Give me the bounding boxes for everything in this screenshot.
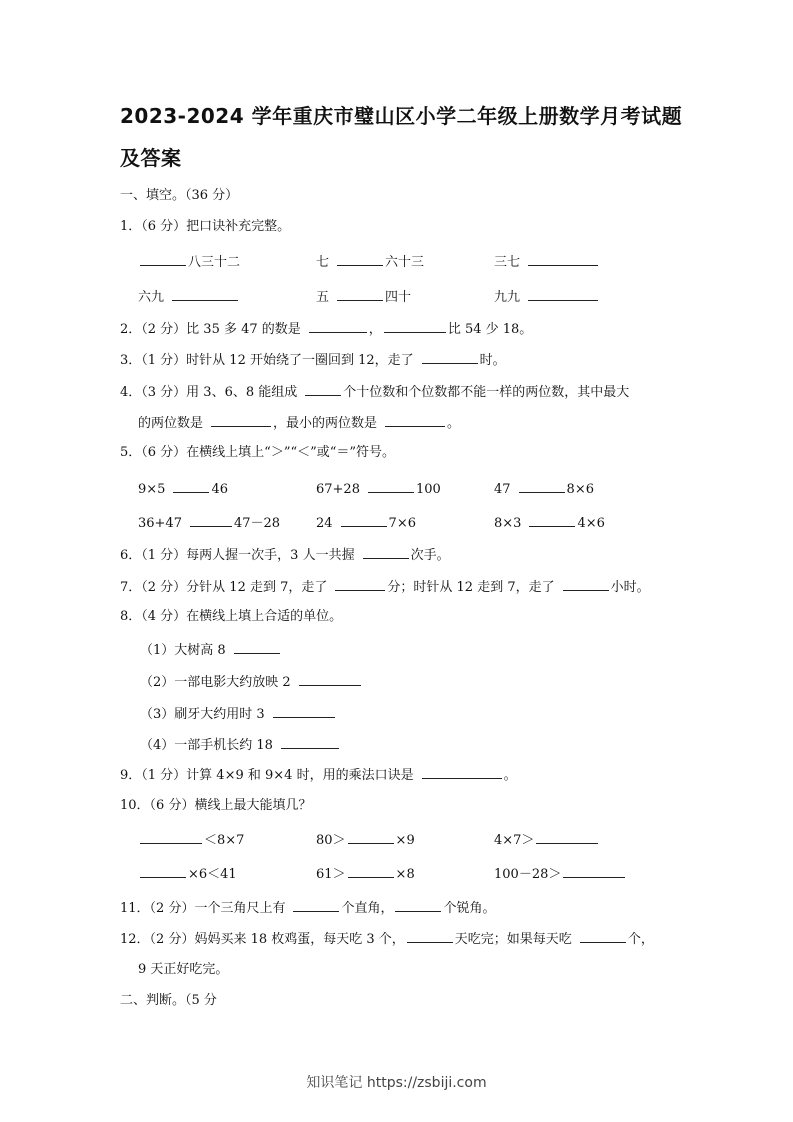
q4-line1: 4．（3 分）用 3、6、8 能组成 个十位数和个位数都不能一样的两位数，其中最大 — [120, 385, 630, 400]
answer-blank[interactable] — [348, 831, 394, 844]
q5-row1-b: 67+28 100 — [316, 482, 441, 497]
q5-stem: 5．（6 分）在横线上填上“＞”“＜”或“＝”符号。 — [120, 445, 396, 460]
q2: 2．（2 分）比 35 多 47 的数是 ， 比 54 少 18。 — [120, 322, 533, 337]
section2-heading: 二、判断。（5 分 — [120, 993, 217, 1008]
q1-row2-b: 五 四十 — [316, 290, 412, 305]
answer-blank[interactable] — [299, 673, 361, 686]
answer-blank[interactable] — [293, 899, 339, 912]
doc-title-line2: 及答案 — [120, 146, 182, 170]
answer-blank[interactable] — [422, 351, 478, 364]
answer-blank[interactable] — [563, 865, 625, 878]
answer-blank[interactable] — [563, 578, 609, 591]
q10-row1-b: 80＞ ×9 — [316, 833, 415, 848]
q1-row1-c: 三七 — [494, 253, 600, 271]
q8-item2: （2）一部电影大约放映 2 — [140, 673, 363, 691]
answer-blank[interactable] — [395, 899, 441, 912]
answer-blank[interactable] — [337, 253, 383, 266]
q8-item1: （1）大树高 8 — [140, 641, 282, 659]
answer-blank[interactable] — [519, 480, 565, 493]
q8-stem: 8．（4 分）在横线上填上合适的单位。 — [120, 609, 343, 624]
q4-line2: 的两位数是 ，最小的两位数是 。 — [138, 416, 461, 431]
answer-blank[interactable] — [305, 383, 341, 396]
answer-blank[interactable] — [528, 253, 598, 266]
answer-blank[interactable] — [529, 514, 575, 527]
answer-blank[interactable] — [140, 831, 202, 844]
answer-blank[interactable] — [536, 831, 598, 844]
q5-row2-a: 36+47 47－28 — [138, 516, 281, 531]
answer-blank[interactable] — [341, 514, 387, 527]
answer-blank[interactable] — [580, 930, 626, 943]
q9: 9．（1 分）计算 4×9 和 9×4 时，用的乘法口诀是 。 — [120, 768, 517, 783]
answer-blank[interactable] — [273, 705, 335, 718]
q7: 7．（2 分）分针从 12 走到 7，走了 分；时针从 12 走到 7，走了 小时。 — [120, 580, 650, 595]
q8-item3: （3）刷牙大约用时 3 — [140, 705, 337, 723]
q3: 3．（1 分）时针从 12 开始绕了一圈回到 12，走了 时。 — [120, 353, 506, 368]
answer-blank[interactable] — [173, 480, 209, 493]
answer-blank[interactable] — [385, 414, 445, 427]
q1-row2-a: 六九 — [138, 288, 240, 306]
answer-blank[interactable] — [309, 320, 367, 333]
q11: 11．（2 分）一个三角尺上有 个直角， 个锐角。 — [120, 901, 496, 916]
q5-row2-c: 8×3 4×6 — [494, 516, 605, 531]
answer-blank[interactable] — [528, 288, 598, 301]
answer-blank[interactable] — [363, 546, 409, 559]
q1-row1-b: 七 六十三 — [316, 255, 425, 270]
answer-blank[interactable] — [172, 288, 238, 301]
q1-row2-c: 九九 — [494, 288, 600, 306]
q10-stem: 10．（6 分）横线上最大能填几？ — [120, 798, 312, 813]
q10-row2-a: ×6＜41 — [138, 865, 237, 883]
q6: 6．（1 分）每两人握一次手，3 人一共握 次手。 — [120, 548, 450, 563]
q5-row1-c: 47 8×6 — [494, 482, 594, 497]
q5-row2-b: 24 7×6 — [316, 516, 416, 531]
answer-blank[interactable] — [337, 288, 383, 301]
doc-title-line1: 2023-2024 学年重庆市璧山区小学二年级上册数学月考试题 — [120, 104, 683, 128]
answer-blank[interactable] — [211, 414, 271, 427]
section1-heading: 一、填空。（36 分） — [120, 188, 239, 203]
q8-item4: （4）一部手机长约 18 — [140, 736, 341, 754]
answer-blank[interactable] — [140, 865, 186, 878]
answer-blank[interactable] — [368, 480, 414, 493]
q12-line1: 12．（2 分）妈妈买来 18 枚鸡蛋，每天吃 3 个， 天吃完；如果每天吃 个， — [120, 932, 654, 947]
q1-row1-a: 八三十二 — [138, 253, 240, 271]
q12-line2: 9 天正好吃完。 — [138, 962, 229, 977]
answer-blank[interactable] — [384, 320, 446, 333]
answer-blank[interactable] — [335, 578, 385, 591]
answer-blank[interactable] — [348, 865, 394, 878]
q10-row1-a: ＜8×7 — [138, 831, 244, 849]
answer-blank[interactable] — [234, 641, 280, 654]
q1-stem: 1．（6 分）把口诀补充完整。 — [120, 219, 291, 234]
answer-blank[interactable] — [140, 253, 186, 266]
answer-blank[interactable] — [407, 930, 453, 943]
q10-row1-c: 4×7＞ — [494, 831, 600, 849]
answer-blank[interactable] — [422, 766, 502, 779]
q5-row1-a: 9×5 46 — [138, 482, 228, 497]
q10-row2-b: 61＞ ×8 — [316, 867, 415, 882]
answer-blank[interactable] — [190, 514, 232, 527]
q10-row2-c: 100－28＞ — [494, 865, 627, 883]
watermark-footer: 知识笔记 https://zsbiji.com — [306, 1075, 487, 1091]
answer-blank[interactable] — [281, 736, 339, 749]
